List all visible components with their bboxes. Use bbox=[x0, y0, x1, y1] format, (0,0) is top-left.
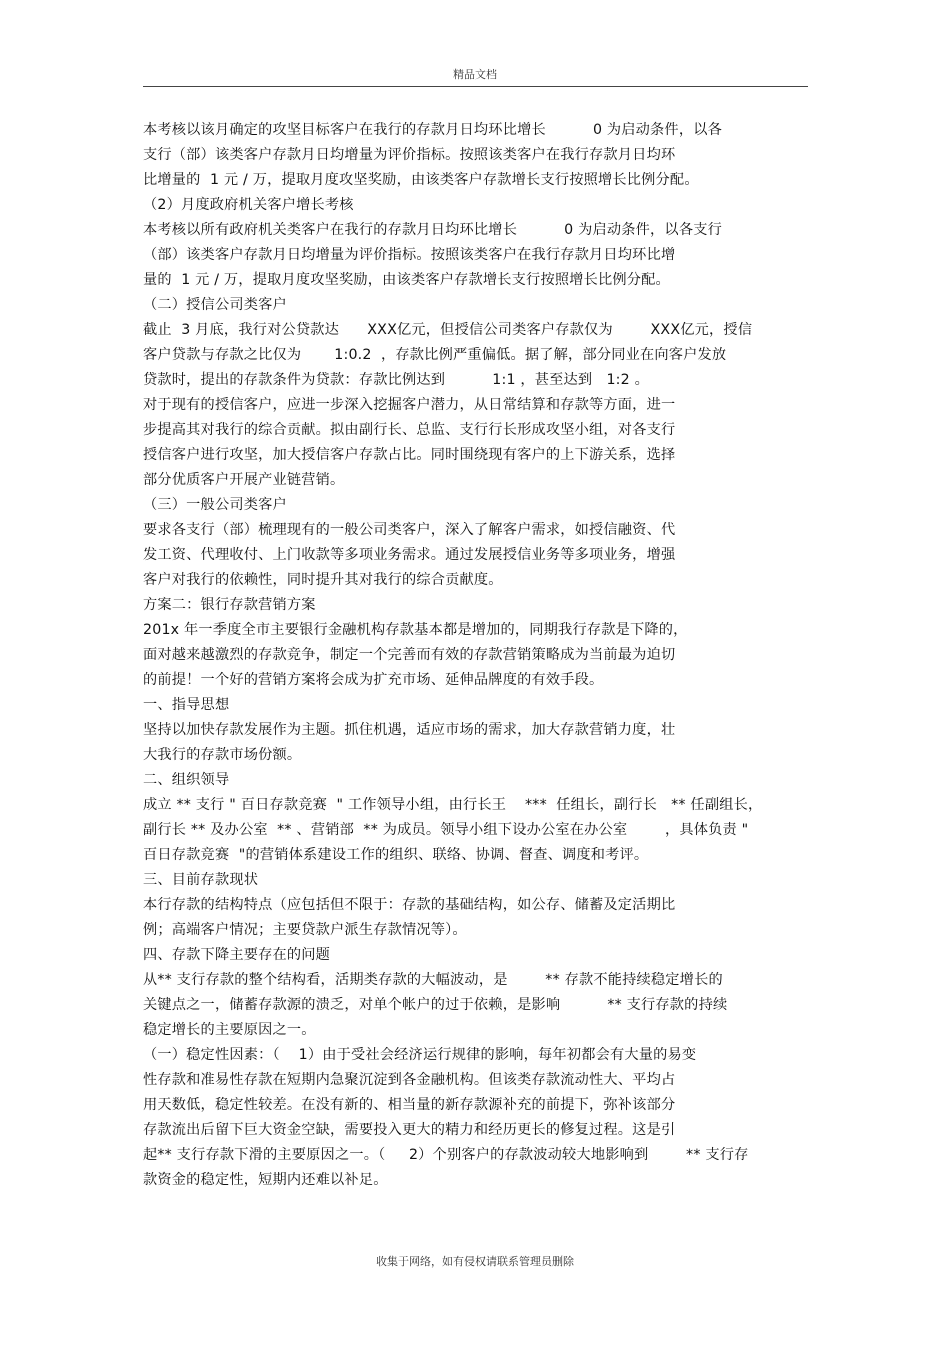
text-line: 部分优质客户开展产业链营销。 bbox=[143, 472, 345, 488]
text-line: 贷款时，提出的存款条件为贷款：存款比例达到 1:1 ，甚至达到 1:2 。 bbox=[143, 372, 649, 388]
text-line: 面对越来越激烈的存款竞争，制定一个完善而有效的存款营销策略成为当前最为迫切 bbox=[143, 647, 676, 663]
text-line: 量的 1 元 / 万，提取月度攻坚奖励，由该类客户存款增长支行按照增长比例分配。 bbox=[143, 272, 670, 288]
text-line: 截止 3 月底，我行对公贷款达 XXX亿元，但授信公司类客户存款仅为 XXX亿元，授信 bbox=[143, 322, 753, 338]
text-line: 百日存款竞赛 "的营销体系建设工作的组织、联络、协调、督查、调度和考评。 bbox=[143, 847, 649, 863]
text-line: （二）授信公司类客户 bbox=[143, 297, 287, 313]
page-header: 精品文档 bbox=[453, 68, 497, 81]
text-line: 存款流出后留下巨大资金空缺，需要投入更大的精力和经历更长的修复过程。这是引 bbox=[143, 1122, 676, 1138]
text-line: 一、指导思想 bbox=[143, 697, 230, 713]
text-line: 授信客户进行攻坚，加大授信客户存款占比。同时围绕现有客户的上下游关系，选择 bbox=[143, 447, 676, 463]
text-line: 201x 年一季度全市主要银行金融机构存款基本都是增加的，同期我行存款是下降的， bbox=[143, 622, 688, 638]
text-line: 步提高其对我行的综合贡献。拟由副行长、总监、支行行长形成攻坚小组，对各支行 bbox=[143, 422, 676, 438]
text-line: （2）月度政府机关客户增长考核 bbox=[143, 197, 354, 213]
text-line: 款资金的稳定性，短期内还难以补足。 bbox=[143, 1172, 388, 1188]
text-line: 从** 支行存款的整个结构看，活期类存款的大幅波动，是 ** 存款不能持续稳定增长的 bbox=[143, 972, 723, 988]
text-line: 稳定增长的主要原因之一。 bbox=[143, 1022, 316, 1038]
text-line: 性存款和准易性存款在短期内急聚沉淀到各金融机构。但该类存款流动性大、平均占 bbox=[143, 1072, 676, 1088]
text-line: 例；高端客户情况；主要贷款户派生存款情况等）。 bbox=[143, 922, 467, 938]
text-line: 要求各支行（部）梳理现有的一般公司类客户，深入了解客户需求，如授信融资、代 bbox=[143, 522, 676, 538]
text-line: 用天数低，稳定性较差。在没有新的、相当量的新存款源补充的前提下，弥补该部分 bbox=[143, 1097, 676, 1113]
text-line: 支行（部）该类客户存款月日均增量为评价指标。按照该类客户在我行存款月日均环 bbox=[143, 147, 676, 163]
text-line: 比增量的 1 元 / 万，提取月度攻坚奖励，由该类客户存款增长支行按照增长比例分配。 bbox=[143, 172, 699, 188]
header-divider bbox=[143, 86, 808, 87]
text-line: 本考核以所有政府机关类客户在我行的存款月日均环比增长 0 为启动条件，以各支行 bbox=[143, 222, 722, 238]
text-line: 本考核以该月确定的攻坚目标客户在我行的存款月日均环比增长 0 为启动条件，以各 bbox=[143, 122, 722, 138]
text-line: 副行长 ** 及办公室 ** 、营销部 ** 为成员。领导小组下设办公室在办公室 ，具体负责 " bbox=[143, 822, 749, 838]
text-line: （部）该类客户存款月日均增量为评价指标。按照该类客户在我行存款月日均环比增 bbox=[143, 247, 676, 263]
text-line: 四、存款下降主要存在的问题 bbox=[143, 947, 331, 963]
text-line: 方案二：银行存款营销方案 bbox=[143, 597, 316, 613]
text-line: 关键点之一，储蓄存款源的溃乏，对单个帐户的过于依赖，是影响 ** 支行存款的持续 bbox=[143, 997, 728, 1013]
text-line: 本行存款的结构特点（应包括但不限于：存款的基础结构，如公存、储蓄及定活期比 bbox=[143, 897, 676, 913]
text-line: 二、组织领导 bbox=[143, 772, 230, 788]
page-footer: 收集于网络，如有侵权请联系管理员删除 bbox=[376, 1255, 574, 1268]
text-line: 起** 支行存款下滑的主要原因之一。（ 2）个别客户的存款波动较大地影响到 ** 支行存 bbox=[143, 1147, 749, 1163]
text-line: 坚持以加快存款发展作为主题。抓住机遇，适应市场的需求，加大存款营销力度，壮 bbox=[143, 722, 676, 738]
text-line: （三）一般公司类客户 bbox=[143, 497, 287, 513]
text-line: 大我行的存款市场份额。 bbox=[143, 747, 302, 763]
text-line: 发工资、代理收付、上门收款等多项业务需求。通过发展授信业务等多项业务，增强 bbox=[143, 547, 676, 563]
text-line: 成立 ** 支行 " 百日存款竞赛 " 工作领导小组，由行长王 *** 任组长，副行长 ** 任副组长， bbox=[143, 797, 763, 813]
text-line: 对于现有的授信客户，应进一步深入挖掘客户潜力，从日常结算和存款等方面，进一 bbox=[143, 397, 676, 413]
text-line: 的前提！一个好的营销方案将会成为扩充市场、延伸品牌度的有效手段。 bbox=[143, 672, 604, 688]
text-line: 客户对我行的依赖性，同时提升其对我行的综合贡献度。 bbox=[143, 572, 503, 588]
text-line: （一）稳定性因素：（ 1）由于受社会经济运行规律的影响，每年初都会有大量的易变 bbox=[143, 1047, 697, 1063]
text-line: 三、目前存款现状 bbox=[143, 872, 259, 888]
text-line: 客户贷款与存款之比仅为 1:0.2 ，存款比例严重偏低。据了解，部分同业在向客户发放 bbox=[143, 347, 727, 363]
